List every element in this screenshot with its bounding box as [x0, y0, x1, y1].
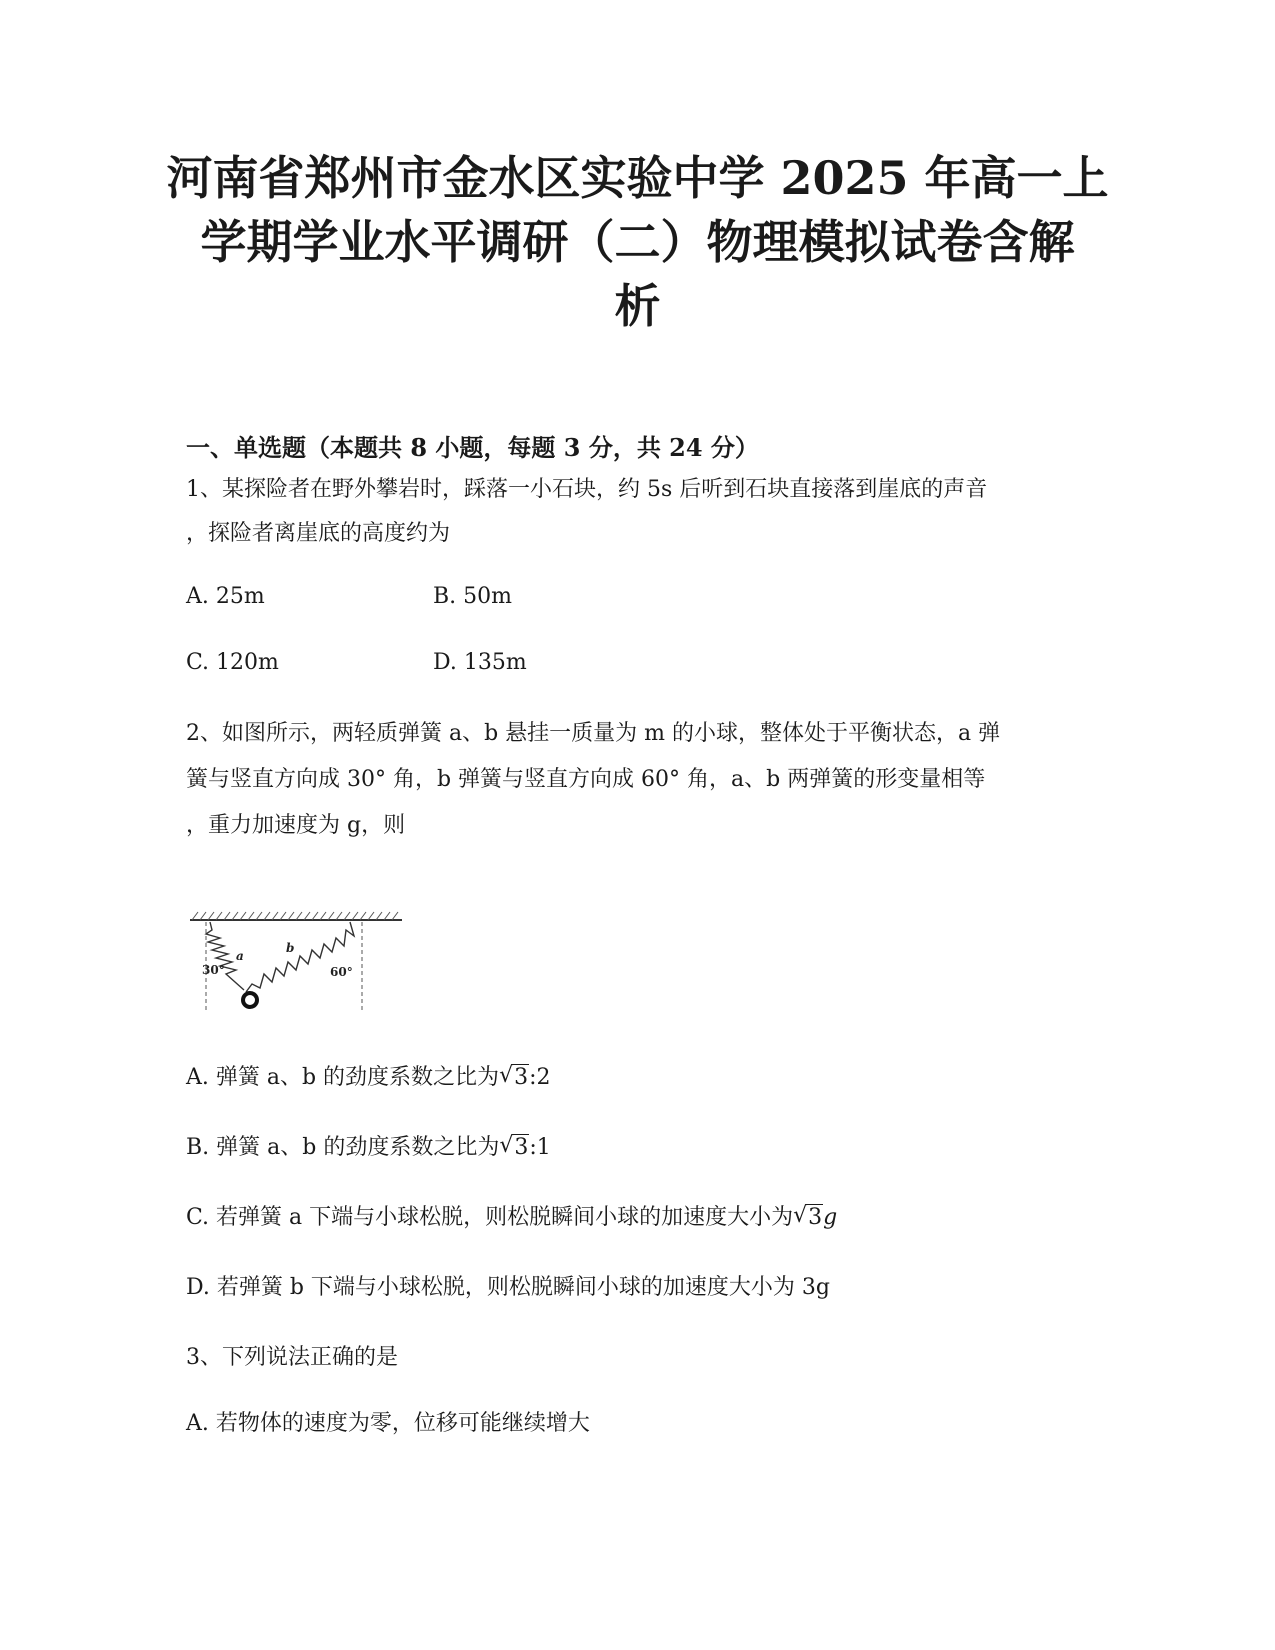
- q1-stem-line-2: ，探险者离崖底的高度约为: [186, 521, 451, 546]
- title-line-3: 析: [614, 279, 661, 333]
- q2-option-c: [186, 1200, 837, 1231]
- q2-option-b-prefix: B. 弹簧 a、b 的劲度系数之比为: [186, 1135, 500, 1160]
- title-line-2: 学期学业水平调研（二）物理模拟试卷含解: [200, 215, 1075, 269]
- ball: [243, 993, 257, 1007]
- q2-option-c-suffix: g: [823, 1205, 838, 1230]
- q2-stem-line-1: 2、如图所示，两轻质弹簧 a、b 悬挂一质量为 m 的小球，整体处于平衡状态，a 弹: [186, 721, 1001, 746]
- q1-option-b: B. 50m: [433, 584, 513, 609]
- q2-option-b-radicand: 3: [514, 1135, 529, 1160]
- sqrt-symbol: √ 3: [499, 1063, 529, 1090]
- label-spring-b: b: [286, 941, 295, 955]
- q3-stem: 3、下列说法正确的是: [186, 1345, 398, 1370]
- ceiling-hatching: [192, 912, 398, 920]
- q1-option-c: C. 120m: [186, 650, 279, 675]
- label-angle-30: 30°: [202, 963, 225, 977]
- spring-b: [246, 922, 354, 992]
- title-line-1: 河南省郑州市金水区实验中学 2025 年高一上: [166, 151, 1109, 205]
- q2-option-c-prefix: C. 若弹簧 a 下端与小球松脱，则松脱瞬间小球的加速度大小为: [186, 1205, 794, 1230]
- q1-option-a: A. 25m: [186, 584, 265, 609]
- sqrt-symbol: √ 3: [499, 1133, 529, 1160]
- q2-option-b: [186, 1130, 551, 1161]
- q2-option-a-radicand: 3: [514, 1065, 529, 1090]
- sqrt-symbol: √ 3: [793, 1203, 823, 1230]
- document-title: [150, 146, 1125, 338]
- q2-option-a: [186, 1060, 550, 1091]
- q3-option-a: A. 若物体的速度为零，位移可能继续增大: [186, 1411, 590, 1436]
- q2-option-c-radicand: 3: [808, 1205, 823, 1230]
- q2-stem-line-2: 簧与竖直方向成 30° 角，b 弹簧与竖直方向成 60° 角，a、b 两弹簧的形变量相等: [186, 767, 986, 792]
- section-heading-single-choice: 一、单选题（本题共 8 小题，每题 3 分，共 24 分）: [186, 433, 759, 462]
- q2-option-a-suffix: :2: [529, 1065, 551, 1090]
- label-spring-a: a: [236, 949, 244, 963]
- spring-ball-figure: [186, 908, 406, 1018]
- q1-stem-line-1: 1、某探险者在野外攀岩时，踩落一小石块，约 5s 后听到石块直接落到崖底的声音: [186, 477, 988, 502]
- q2-stem-line-3: ，重力加速度为 g，则: [186, 813, 406, 838]
- label-angle-60: 60°: [330, 965, 353, 979]
- q2-option-a-prefix: A. 弹簧 a、b 的劲度系数之比为: [186, 1065, 500, 1090]
- q2-option-b-suffix: :1: [529, 1135, 551, 1160]
- q1-option-d: D. 135m: [433, 650, 527, 675]
- q2-option-d: D. 若弹簧 b 下端与小球松脱，则松脱瞬间小球的加速度大小为 3g: [186, 1275, 830, 1300]
